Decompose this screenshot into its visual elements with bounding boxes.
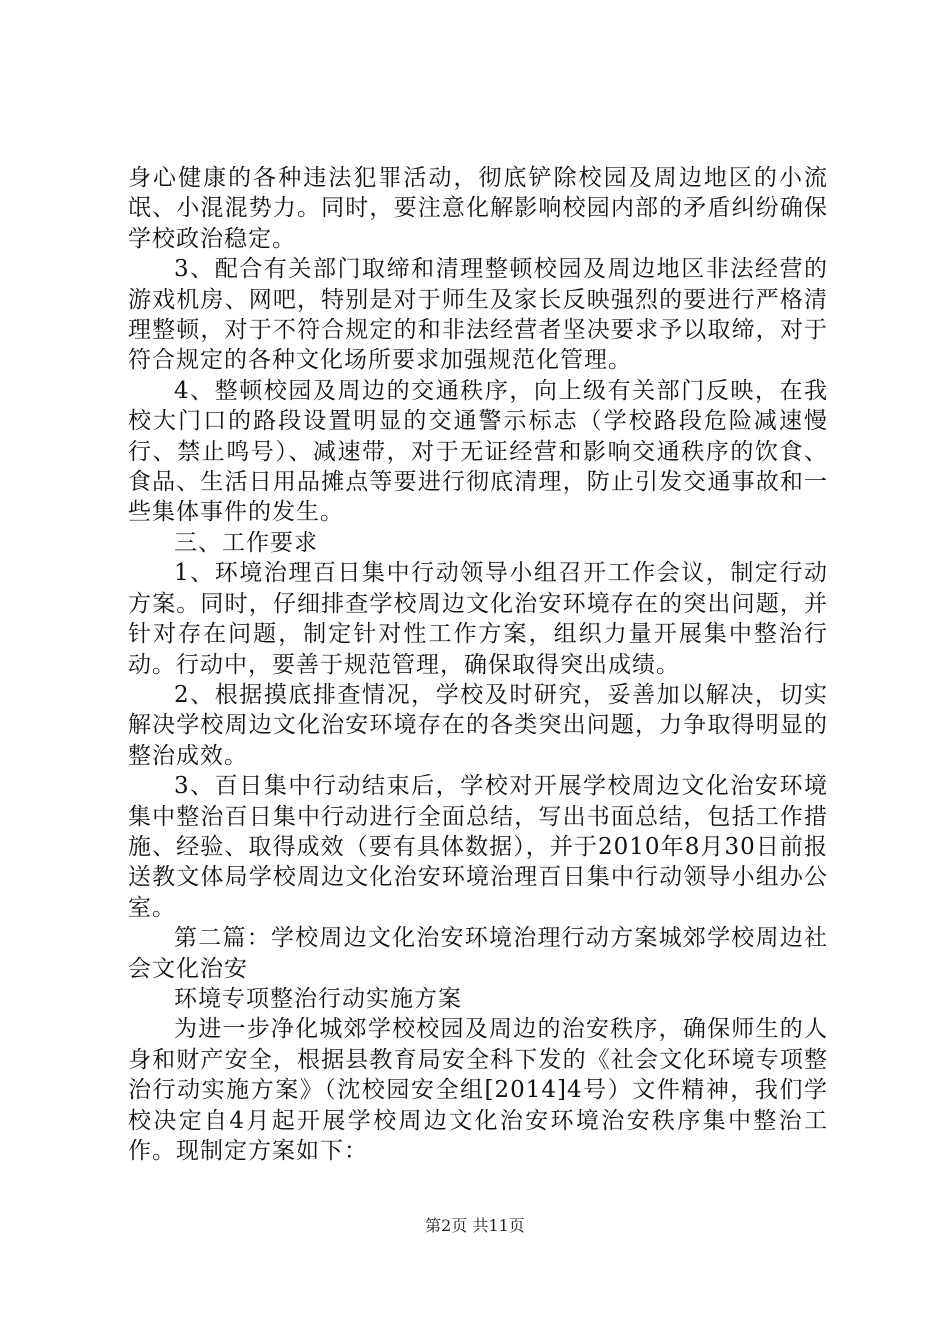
chapter-two-title: 第二篇：学校周边文化治安环境治理行动方案城郊学校周边社会文化治安 <box>128 925 828 982</box>
page-number-footer: 第2页 共11页 <box>425 1216 525 1235</box>
paragraph-1: 身心健康的各种违法犯罪活动，彻底铲除校园及周边地区的小流氓、小混混势力。同时，要注意化解影响校园内部的矛盾纠纷确保学校政治稳定。 <box>128 165 828 252</box>
paragraph-3: 4、整顿校园及周边的交通秩序，向上级有关部门反映，在我校大门口的路段设置明显的交通警示标志（学校路段危险减速慢行、禁止鸣号）、减速带，对于无证经营和影响交通秩序的饮食、食品、生活日用品摊点等要进行彻底清理，防止引发交通事故和一些集体事件的发生。 <box>128 377 828 526</box>
chapter-two-subtitle: 环境专项整治行动实施方案 <box>174 985 462 1012</box>
paragraph-5: 1、环境治理百日集中行动领导小组召开工作会议，制定行动方案。同时，仔细排查学校周边文化治安环境存在的突出问题，并针对存在问题，制定针对性工作方案，组织力量开展集中整治行动。行动中，要善于规范管理，确保取得突出成绩。 <box>128 560 828 678</box>
section-heading-requirements: 三、工作要求 <box>174 529 318 556</box>
paragraph-2: 3、配合有关部门取缔和清理整顿校园及周边地区非法经营的游戏机房、网吧，特别是对于师生及家长反映强烈的要进行严格清理整顿，对于不符合规定的和非法经营者坚决要求予以取缔，对于符合规定的各种文化场所要求加强规范化管理。 <box>128 256 828 374</box>
paragraph-7: 3、百日集中行动结束后，学校对开展学校周边文化治安环境集中整治百日集中行动进行全面总结，写出书面总结，包括工作措施、经验、取得成效（要有具体数据），并于2010年8月30日前报送教文体局学校周边文化治安环境治理百日集中行动领导小组办公室。 <box>128 773 828 921</box>
paragraph-6: 2、根据摸底排查情况，学校及时研究，妥善加以解决，切实解决学校周边文化治安环境存在的各类突出问题，力争取得明显的整治成效。 <box>128 681 828 769</box>
document-body <box>128 163 828 1166</box>
paragraph-10: 为进一步净化城郊学校校园及周边的治安秩序，确保师生的人身和财产安全，根据县教育局安全科下发的《社会文化环境专项整治行动实施方案》（沈校园安全组[2014]4号）文件精神，我们学校决定自4月起开展学校周边文化治安环境治安秩序集中整治工作。现制定方案如下： <box>128 1016 828 1164</box>
